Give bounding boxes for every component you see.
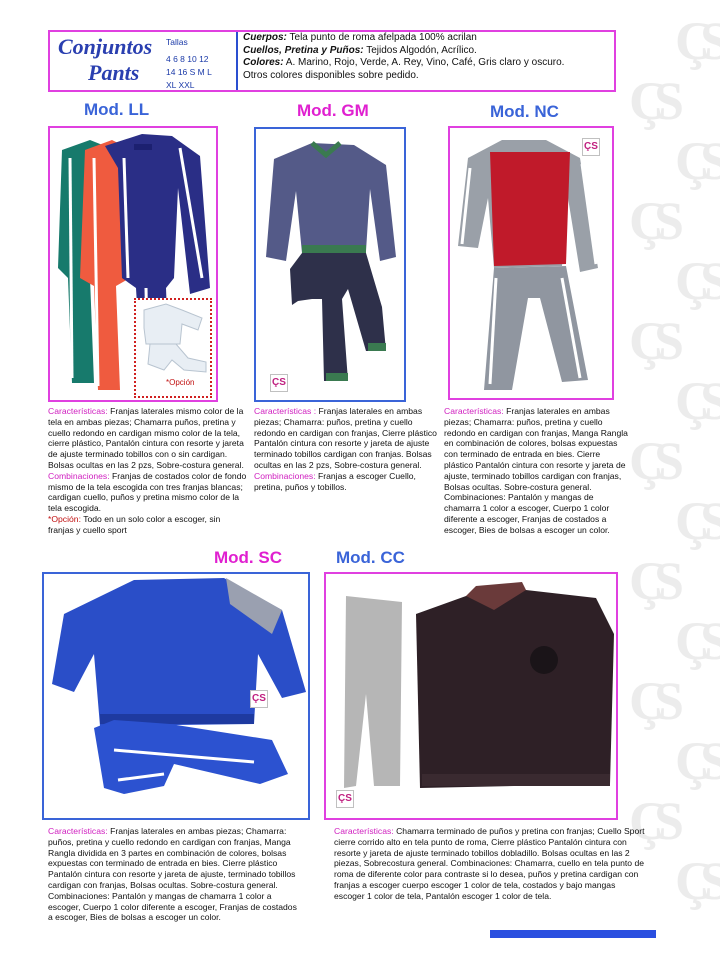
model-title-sc: Mod. SC (214, 548, 282, 567)
watermark-logo: ÇS (628, 191, 670, 251)
description-nc (444, 406, 630, 536)
tracksuit-illustration (256, 129, 404, 400)
model-title-gm: Mod. GM (297, 101, 369, 120)
watermark-logo: ÇS (674, 11, 716, 71)
tracksuit-illustration (450, 128, 612, 398)
spec-value: A. Marino, Rojo, Verde, A. Rey, Vino, Café, Gris claro y oscuro. (285, 57, 565, 68)
product-photo-sc (42, 572, 310, 820)
footer-bar (490, 930, 656, 938)
watermark-logo: ÇS (674, 371, 716, 431)
option-text: Todo en un solo color a escoger, sin franjas y cuello sport (48, 513, 221, 535)
combinations-label: Combinaciones: (254, 470, 316, 481)
watermark-logo: ÇS (674, 131, 716, 191)
brand-title: Conjuntos (58, 34, 153, 59)
watermark-logo: ÇS (674, 851, 716, 911)
brand-subtitle: Pants (88, 60, 140, 85)
spec-label: Cuerpos: (243, 32, 287, 43)
sizes-row: XL XXL (166, 80, 195, 90)
spec-label: Colores: (243, 57, 284, 68)
spec-label: Cuellos, Pretina y Puños: (243, 44, 364, 56)
model-title-cc: Mod. CC (336, 548, 405, 567)
watermark-logo: ÇS (674, 251, 716, 311)
characteristics-label: Características: (444, 406, 504, 416)
spec-other: Otros colores disponibles sobre pedido. (243, 69, 419, 81)
sizes-row: 14 16 S M L (166, 67, 212, 77)
description-gm (254, 406, 439, 492)
watermark-logo: ÇS (674, 491, 716, 551)
option-tag: *Opción (166, 378, 195, 387)
combinations-text: Franjas de costados color de fondo mismo de la tela escogida con tres franjas blancas; cardigan cuello, puños y pretina mismo color de la tela escogida. (48, 470, 247, 514)
model-title-ll: Mod. LL (84, 100, 150, 119)
description-ll (48, 406, 248, 536)
watermark-logo: ÇS (628, 71, 670, 131)
characteristics-label: Características: (48, 826, 108, 836)
sizes-block (166, 36, 212, 92)
brand-logo-icon: ÇS (336, 790, 354, 808)
product-photo-ll (48, 126, 218, 402)
characteristics-label: Características: (334, 826, 394, 836)
brand-logo-icon: ÇS (270, 374, 288, 392)
characteristics-text: Franjas laterales en ambas piezas; Chamarra: puños, pretina y cuello redondo en cardigan con franjas, Manga Rangla en combinación de colores, bolsas expuestas con terminado de entrada en bies. Cierre plástico Pantalón cintura con resorte y jareta de ajuste, terminado tobillos cardigan con franjas, Bolsas ocultas. Sobre-costura general. Combinaciones: Pantalón y mangas de chamarra 1 color a escoger, Cuerpo 1 color diferente a escoger, Franjas de costados a escoger, Bies de bolsas a escoger un color. (444, 406, 628, 535)
combinations-text: Franjas a escoger Cuello, pretina, puños y tobillos. (254, 470, 416, 492)
description-sc (48, 826, 298, 923)
sizes-label: Tallas (166, 37, 188, 47)
watermark-logo: ÇS (674, 611, 716, 671)
option-label: *Opción: (48, 513, 81, 524)
spec-bodies (243, 32, 613, 45)
spec-cuffs (243, 45, 613, 58)
characteristics-text: Franjas laterales en ambas piezas; Chamarra: puños, pretina y cuello redondo en cardigan con franjas, Cierre plástico Pantalón cintura con resorte y jareta de ajuste terminado tobillos cardigan con franjas. Bolsas ocultas en las 2 pzs, Sobre-costura general. (254, 406, 437, 470)
watermark-logo: ÇS (628, 431, 670, 491)
spec-value: Tela punto de roma afelpada 100% acrilan (289, 32, 477, 43)
brand-logo-icon: ÇS (582, 138, 600, 156)
characteristics-text: Chamarra terminado de puños y pretina con franjas; Cuello Sport cierre corrido alto en tela punto de roma, Cierre plástico Pantalón cintura con resorte y jareta de ajuste terminado tobillos dobladillo. Bolsas ocultas en las 2 piezas, Sobrecostura general. Combinaciones: Chamarra, cuello en tela punto de roma de diferente color para contraste si lo desea, puños y pretina cardigan con franjas a escoger cuerpo escoger 1 color de tela, costados y bajo mangas escoger 1 color de tela, Pantalón escoger 1 color de tela. (334, 826, 645, 901)
watermark-logo: ÇS (628, 311, 670, 371)
spec-colors (243, 57, 613, 70)
model-title-nc: Mod. NC (490, 102, 559, 121)
tracksuit-illustration (44, 574, 308, 818)
watermark-logo: ÇS (628, 791, 670, 851)
sizes-row: 4 6 8 10 12 (166, 54, 209, 64)
white-tracksuit-illustration (136, 300, 210, 378)
characteristics-label: Características : (254, 406, 317, 416)
description-cc (334, 826, 646, 902)
watermark-logo: ÇS (628, 671, 670, 731)
option-inset (134, 298, 212, 398)
product-photo-cc (324, 572, 618, 820)
combinations-label: Combinaciones: (48, 470, 110, 481)
product-photo-nc (448, 126, 614, 400)
tracksuit-illustration (326, 574, 616, 818)
watermark-logo: ÇS (628, 551, 670, 611)
characteristics-text: Franjas laterales mismo color de la tela en ambas piezas; Chamarra puños, pretina y cuello redondo en cardigan mismo color de la tela, cierre plástico, Pantalón cintura con resorte y jareta de ajuste terminado tobillos con o sin cardigan. Bolsas ocultas en las 2 pzs, Sobre-costura general. (48, 406, 244, 470)
characteristics-label: Características: (48, 406, 108, 416)
spec-value: Tejidos Algodón, Acrílico. (366, 44, 477, 56)
characteristics-text: Franjas laterales en ambas piezas; Chamarra: puños, pretina y cuello redondo en cardigan con franjas, Manga Rangla dividida en 3 partes en combinación de colores, bolsas expuestas con terminado de entrada en bies. Cierre plástico Pantalón cintura con resorte y jareta de ajuste, terminado tobillos cardigan con franjas, Bolsas ocultas. Sobre-costura general. Combinaciones: Pantalón y mangas de chamarra 1 color a escoger, Cuerpo 1 color diferente a escoger, Franjas de costados a escoger, Bies de bolsas a escoger un color. (48, 826, 297, 923)
product-photo-gm (254, 127, 406, 402)
watermark-logo: ÇS (674, 731, 716, 791)
brand-logo-icon: ÇS (250, 690, 268, 708)
specs-block (243, 32, 613, 82)
